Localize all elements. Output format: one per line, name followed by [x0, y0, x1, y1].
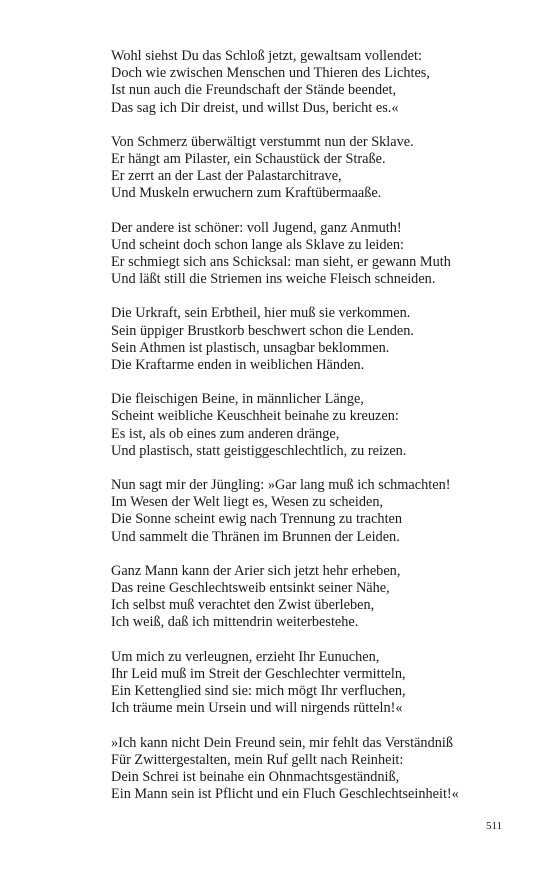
poem-body — [111, 48, 511, 820]
verse-line: Sein üppiger Brustkorb beschwert schon die Lenden. — [111, 322, 414, 339]
verse-line: Die fleischigen Beine, in männlicher Länge, — [111, 391, 364, 408]
stanza-2 — [111, 134, 511, 203]
verse-line: Die Sonne scheint ewig nach Trennung zu trachten — [111, 511, 403, 528]
verse-line: Und plastisch, statt geistiggeschlechtlich, zu reizen. — [111, 442, 407, 459]
verse-line: Es ist, als ob eines zum anderen dränge, — [111, 425, 340, 442]
verse-line: Dein Schrei ist beinahe ein Ohnmachtsgeständniß, — [111, 768, 400, 785]
stanza-3 — [111, 220, 511, 289]
verse-line: Die Urkraft, sein Erbtheil, hier muß sie verkommen. — [111, 305, 411, 322]
verse-line: Um mich zu verleugnen, erzieht Ihr Eunuchen, — [111, 648, 380, 665]
page-number: 511 — [486, 820, 503, 832]
verse-line: Er zerrt an der Last der Palastarchitrave, — [111, 168, 342, 185]
verse-line: Er schmiegt sich ans Schicksal: man sieht, er gewann Muth — [111, 254, 451, 271]
stanza-1 — [111, 48, 511, 117]
stanza-6 — [111, 477, 511, 546]
verse-line: Doch wie zwischen Menschen und Thieren des Lichtes, — [111, 65, 430, 82]
verse-line: Die Kraftarme enden in weiblichen Händen. — [111, 357, 365, 374]
verse-line: Im Wesen der Welt liegt es, Wesen zu scheiden, — [111, 494, 384, 511]
verse-line: Für Zwittergestalten, mein Ruf gellt nach Reinheit: — [111, 751, 404, 768]
verse-line: Das reine Geschlechtsweib entsinkt seiner Nähe, — [111, 580, 390, 597]
stanza-8 — [111, 649, 511, 718]
verse-line: Von Schmerz überwältigt verstummt nun der Sklave. — [111, 133, 414, 150]
verse-line: »Ich kann nicht Dein Freund sein, mir fehlt das Verständniß — [111, 734, 453, 751]
stanza-9 — [111, 735, 511, 804]
verse-line: Das sag ich Dir dreist, und willst Dus, bericht es.« — [111, 99, 399, 116]
verse-line: Sein Athmen ist plastisch, unsagbar beklommen. — [111, 339, 390, 356]
verse-line: Ist nun auch die Freundschaft der Stände beendet, — [111, 82, 397, 99]
stanza-5 — [111, 391, 511, 460]
verse-line: Ein Mann sein ist Pflicht und ein Fluch Geschlechtseinheit!« — [111, 786, 459, 803]
verse-line: Wohl siehst Du das Schloß jetzt, gewaltsam vollendet: — [111, 48, 422, 64]
verse-line: Der andere ist schöner: voll Jugend, ganz Anmuth! — [111, 219, 402, 236]
verse-line: Scheint weibliche Keuschheit beinahe zu kreuzen: — [111, 408, 399, 425]
verse-line: Und scheint doch schon lange als Sklave zu leiden: — [111, 236, 405, 253]
stanza-7 — [111, 563, 511, 632]
verse-line: Ganz Mann kann der Arier sich jetzt hehr erheben, — [111, 562, 401, 579]
verse-line: Ich träume mein Ursein und will nirgends rütteln!« — [111, 700, 403, 717]
verse-line: Ihr Leid muß im Streit der Geschlechter vermitteln, — [111, 665, 406, 682]
verse-line: Und läßt still die Striemen ins weiche Fleisch schneiden. — [111, 271, 436, 288]
verse-line: Nun sagt mir der Jüngling: »Gar lang muß ich schmachten! — [111, 477, 451, 494]
verse-line: Ich selbst muß verachtet den Zwist überleben, — [111, 597, 375, 614]
verse-line: Ein Kettenglied sind sie: mich mögt Ihr verfluchen, — [111, 683, 406, 700]
verse-line: Er hängt am Pilaster, ein Schaustück der Straße. — [111, 151, 386, 168]
verse-line: Und sammelt die Thränen im Brunnen der Leiden. — [111, 528, 400, 545]
verse-line: Und Muskeln erwuchern zum Kraftübermaaße. — [111, 185, 382, 202]
verse-line: Ich weiß, daß ich mittendrin weiterbestehe. — [111, 614, 359, 631]
stanza-4 — [111, 305, 511, 374]
